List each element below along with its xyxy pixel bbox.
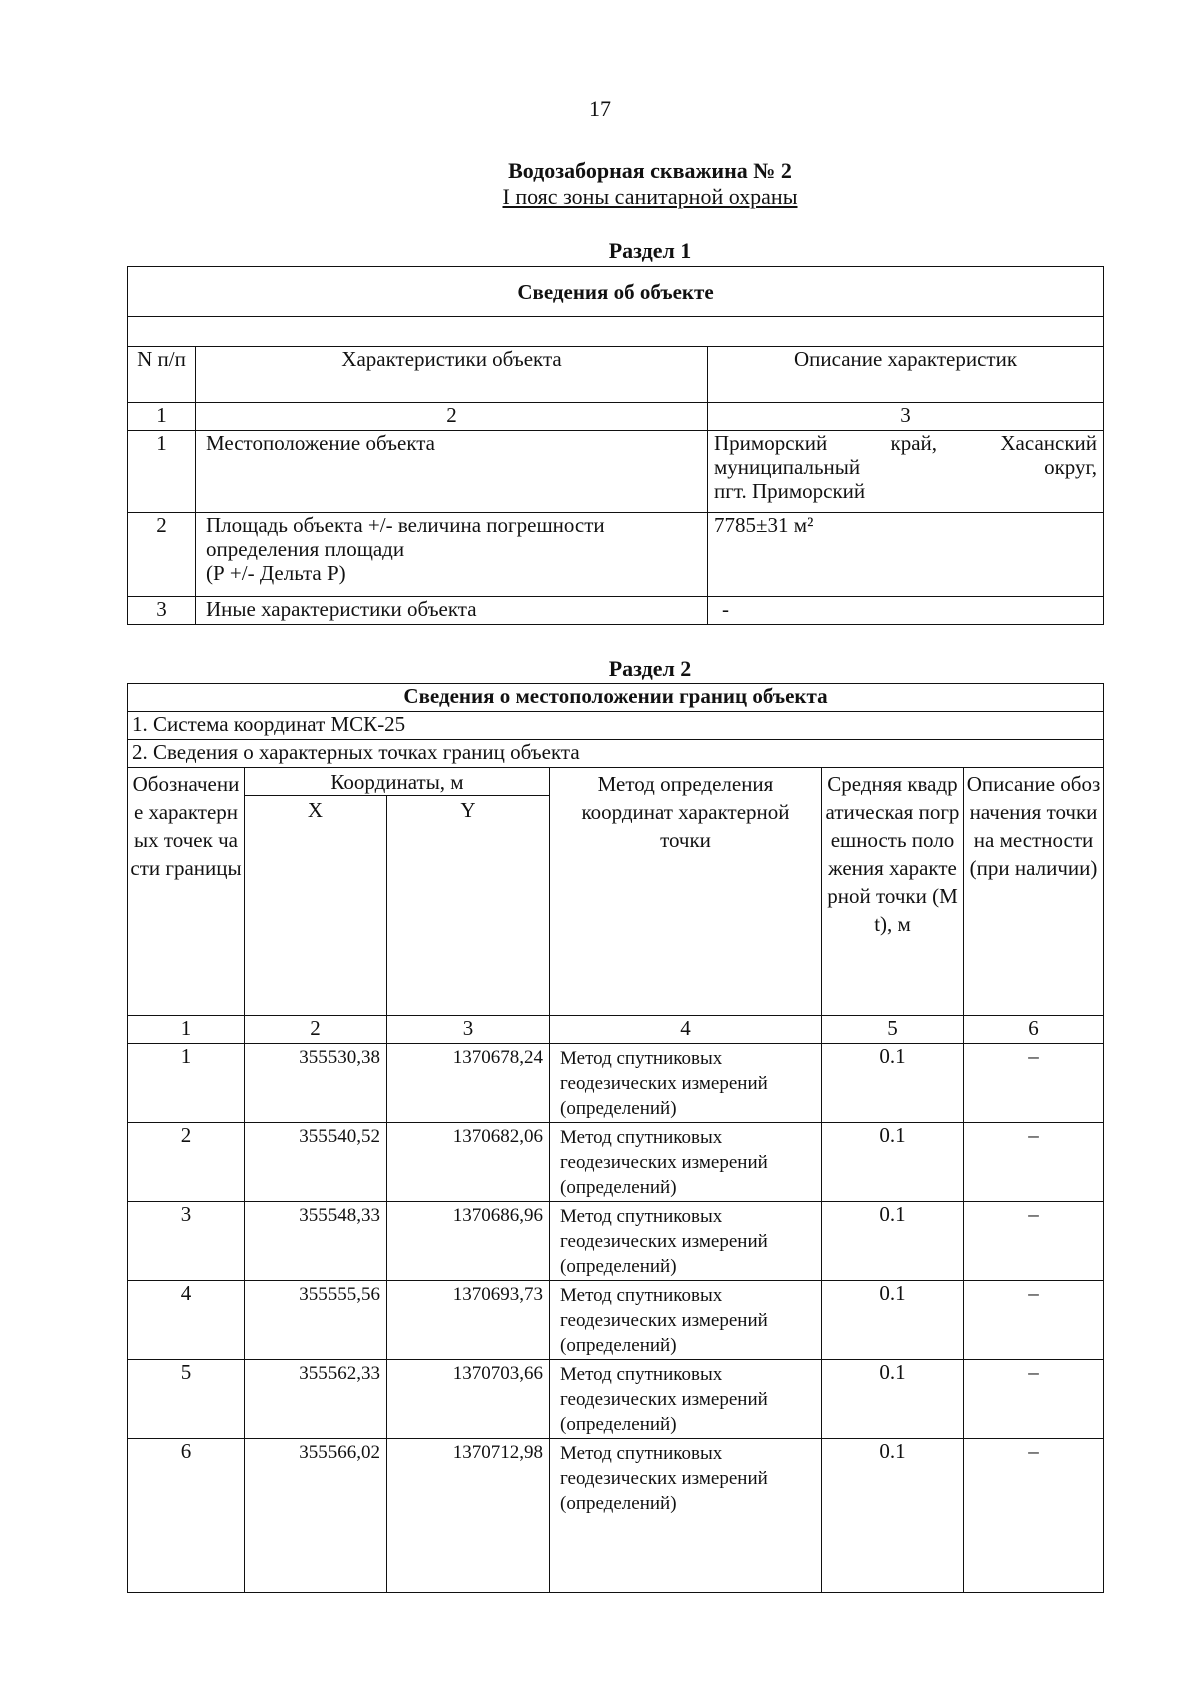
point-number: 5 <box>128 1360 245 1439</box>
boundary-table-title: Сведения о местоположении границ объекта <box>128 684 1104 712</box>
point-mt: 0.1 <box>822 1360 964 1439</box>
table-row <box>128 1202 1104 1281</box>
point-mt: 0.1 <box>822 1123 964 1202</box>
boundary-points-table <box>127 683 1104 1593</box>
row-description <box>708 431 1104 513</box>
col-number: 3 <box>708 403 1104 431</box>
header-error: Средняя квадратическая погрешность положения характерной точки (Mt), м <box>822 768 964 1016</box>
section1-heading: Раздел 1 <box>608 238 692 263</box>
table-row <box>128 1044 1104 1123</box>
row-name-line: (Р +/- Дельта Р) <box>206 561 346 585</box>
col-header-n: N п/п <box>128 347 196 403</box>
point-description: – <box>964 1123 1104 1202</box>
point-mt: 0.1 <box>822 1044 964 1123</box>
point-x: 355562,33 <box>245 1360 387 1439</box>
table-row <box>128 513 1104 597</box>
point-x: 355540,52 <box>245 1123 387 1202</box>
section2-heading: Раздел 2 <box>608 656 692 681</box>
row-name: Иные характеристики объекта <box>196 597 708 625</box>
point-x: 355555,56 <box>245 1281 387 1360</box>
point-y: 1370712,98 <box>387 1439 550 1593</box>
point-y: 1370686,96 <box>387 1202 550 1281</box>
header-coordinates: Координаты, м <box>245 768 550 796</box>
page-number: 17 <box>589 96 611 121</box>
row-name-line: Площадь объекта +/- величина погрешности определения площади <box>206 513 605 561</box>
header-y: Y <box>387 796 550 1016</box>
col-number: 1 <box>128 1016 245 1044</box>
table-row <box>128 1439 1104 1593</box>
row-number: 1 <box>128 431 196 513</box>
table-row <box>128 597 1104 625</box>
row-name <box>196 513 708 597</box>
point-x: 355548,33 <box>245 1202 387 1281</box>
point-number: 6 <box>128 1439 245 1593</box>
coordinate-system: 1. Система координат МСК-25 <box>128 712 1104 740</box>
point-y: 1370703,66 <box>387 1360 550 1439</box>
point-number: 2 <box>128 1123 245 1202</box>
point-number: 3 <box>128 1202 245 1281</box>
point-x: 355530,38 <box>245 1044 387 1123</box>
header-x: X <box>245 796 387 1016</box>
points-title: 2. Сведения о характерных точках границ объекта <box>128 740 1104 768</box>
point-y: 1370682,06 <box>387 1123 550 1202</box>
col-header-description: Описание характеристик <box>708 347 1104 403</box>
col-number: 1 <box>128 403 196 431</box>
table-row <box>128 1360 1104 1439</box>
point-method: Метод спутниковых геодезических измерений (определений) <box>550 1202 822 1281</box>
header-method: Метод определения координат характерной точки <box>550 768 822 1016</box>
point-description: – <box>964 1439 1104 1593</box>
point-method: Метод спутниковых геодезических измерений (определений) <box>550 1281 822 1360</box>
row-description-line: муниципальный округ, <box>714 455 1097 479</box>
point-method: Метод спутниковых геодезических измерений (определений) <box>550 1360 822 1439</box>
table-row <box>128 1281 1104 1360</box>
point-number: 4 <box>128 1281 245 1360</box>
object-info-title: Сведения об объекте <box>128 267 1104 317</box>
col-number: 2 <box>196 403 708 431</box>
empty-row <box>128 317 1104 347</box>
object-info-table <box>127 266 1104 625</box>
subtitle-text: I пояс зоны санитарной охраны <box>502 184 798 209</box>
point-method: Метод спутниковых геодезических измерений (определений) <box>550 1123 822 1202</box>
col-number: 5 <box>822 1016 964 1044</box>
table-row <box>128 431 1104 513</box>
point-number: 1 <box>128 1044 245 1123</box>
point-description: – <box>964 1360 1104 1439</box>
point-x: 355566,02 <box>245 1439 387 1593</box>
row-number: 3 <box>128 597 196 625</box>
header-point-designation: Обозначение характерных точек части границы <box>128 768 245 1016</box>
header-description: Описание обозначения точки на местности (при наличии) <box>964 768 1104 1016</box>
document-title: Водозаборная скважина № 2 <box>508 158 792 183</box>
point-description: – <box>964 1281 1104 1360</box>
point-description: – <box>964 1202 1104 1281</box>
point-mt: 0.1 <box>822 1202 964 1281</box>
col-number: 4 <box>550 1016 822 1044</box>
col-number: 3 <box>387 1016 550 1044</box>
col-header-characteristics: Характеристики объекта <box>196 347 708 403</box>
point-y: 1370693,73 <box>387 1281 550 1360</box>
point-mt: 0.1 <box>822 1281 964 1360</box>
point-method: Метод спутниковых геодезических измерений (определений) <box>550 1044 822 1123</box>
point-mt: 0.1 <box>822 1439 964 1593</box>
row-description: 7785±31 м² <box>708 513 1104 597</box>
document-subtitle <box>0 184 1200 210</box>
col-number: 6 <box>964 1016 1104 1044</box>
point-method: Метод спутниковых геодезических измерений (определений) <box>550 1439 822 1593</box>
row-description-line: Приморский край, Хасанский <box>714 431 1097 455</box>
point-y: 1370678,24 <box>387 1044 550 1123</box>
row-name: Местоположение объекта <box>196 431 708 513</box>
point-description: – <box>964 1044 1104 1123</box>
table-row <box>128 1123 1104 1202</box>
row-description-line: пгт. Приморский <box>714 479 866 503</box>
col-number: 2 <box>245 1016 387 1044</box>
row-description: - <box>708 597 1104 625</box>
row-number: 2 <box>128 513 196 597</box>
